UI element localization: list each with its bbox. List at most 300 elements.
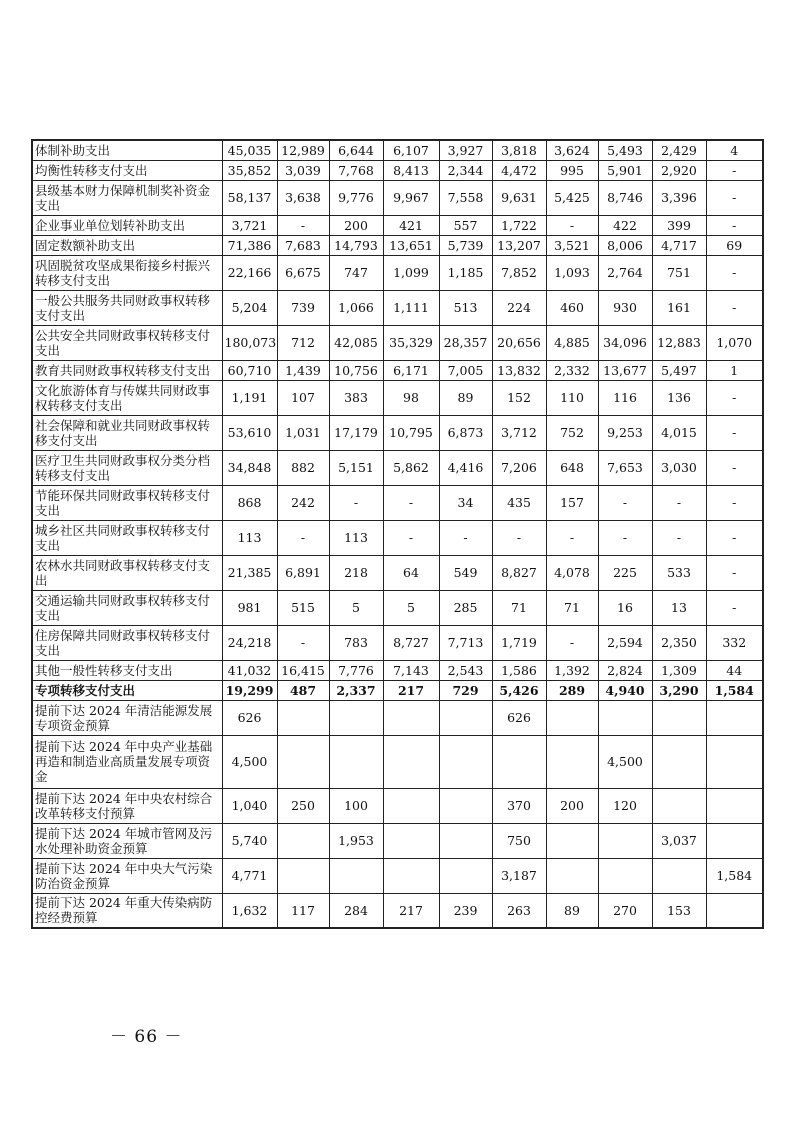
table-row	[32, 590, 763, 625]
table-cell: 7,143	[383, 660, 439, 680]
table-cell: 34	[439, 485, 492, 520]
table-cell: 557	[439, 215, 492, 235]
table-cell: 60,710	[222, 360, 277, 380]
table-cell: 9,253	[598, 415, 652, 450]
table-cell: 4,885	[546, 325, 598, 360]
table-cell: 225	[598, 555, 652, 590]
table-cell: 13,207	[492, 235, 546, 255]
table-cell: 107	[277, 380, 329, 415]
table-cell: 21,385	[222, 555, 277, 590]
table-cell: 113	[329, 520, 383, 555]
table-cell	[329, 858, 383, 893]
table-cell	[329, 735, 383, 788]
table-cell: 8,413	[383, 160, 439, 180]
table-row	[32, 140, 763, 160]
table-cell: 5	[329, 590, 383, 625]
table-cell: 4	[706, 140, 763, 160]
table-row	[32, 325, 763, 360]
table-row	[32, 680, 763, 700]
table-cell: 71	[546, 590, 598, 625]
row-label: 节能环保共同财政事权转移支付支出	[32, 485, 222, 520]
table-cell: 626	[492, 700, 546, 735]
table-cell: 10,756	[329, 360, 383, 380]
table-cell: 1,099	[383, 255, 439, 290]
table-cell: 1,392	[546, 660, 598, 680]
table-cell: -	[706, 415, 763, 450]
table-cell: -	[598, 485, 652, 520]
table-cell: 750	[492, 823, 546, 858]
table-cell	[706, 735, 763, 788]
table-cell: -	[652, 485, 706, 520]
table-cell	[546, 823, 598, 858]
table-cell: 3,290	[652, 680, 706, 700]
table-cell: 6,891	[277, 555, 329, 590]
table-cell: 1	[706, 360, 763, 380]
table-cell: 9,631	[492, 180, 546, 215]
table-body	[32, 140, 763, 928]
table-row	[32, 735, 763, 788]
table-cell: 2,429	[652, 140, 706, 160]
table-cell: 981	[222, 590, 277, 625]
table-cell: 4,500	[222, 735, 277, 788]
table-cell	[383, 735, 439, 788]
table-cell: 549	[439, 555, 492, 590]
table-cell: 200	[546, 788, 598, 823]
table-cell	[706, 893, 763, 928]
table-cell	[439, 788, 492, 823]
table-row	[32, 180, 763, 215]
table-cell: 1,111	[383, 290, 439, 325]
table-cell: 4,771	[222, 858, 277, 893]
table-row	[32, 450, 763, 485]
table-cell: 41,032	[222, 660, 277, 680]
table-cell: 9,776	[329, 180, 383, 215]
row-label: 交通运输共同财政事权转移支付支出	[32, 590, 222, 625]
table-cell: 2,337	[329, 680, 383, 700]
table-cell: 2,764	[598, 255, 652, 290]
table-cell: -	[706, 255, 763, 290]
row-label: 巩固脱贫攻坚成果衔接乡村振兴转移支付支出	[32, 255, 222, 290]
table-cell: -	[706, 555, 763, 590]
table-cell: 2,332	[546, 360, 598, 380]
row-label: 县级基本财力保障机制奖补资金支出	[32, 180, 222, 215]
table-cell	[706, 700, 763, 735]
table-cell: 747	[329, 255, 383, 290]
row-label: 固定数额补助支出	[32, 235, 222, 255]
table-cell	[652, 788, 706, 823]
row-label: 企业事业单位划转补助支出	[32, 215, 222, 235]
table-cell: 69	[706, 235, 763, 255]
table-cell: -	[652, 520, 706, 555]
table-cell: 116	[598, 380, 652, 415]
row-label: 体制补助支出	[32, 140, 222, 160]
table-cell: 34,096	[598, 325, 652, 360]
table-cell: 180,073	[222, 325, 277, 360]
table-cell: 422	[598, 215, 652, 235]
table-cell: -	[383, 520, 439, 555]
table-cell: 3,039	[277, 160, 329, 180]
table-cell: 152	[492, 380, 546, 415]
table-cell: -	[546, 625, 598, 660]
table-cell: 71	[492, 590, 546, 625]
table-cell: 421	[383, 215, 439, 235]
table-cell: 2,543	[439, 660, 492, 680]
table-cell: 6,644	[329, 140, 383, 160]
table-cell	[546, 735, 598, 788]
table-cell: 13	[652, 590, 706, 625]
table-cell: 1,719	[492, 625, 546, 660]
table-cell: 7,776	[329, 660, 383, 680]
table-cell: 6,171	[383, 360, 439, 380]
table-cell: 648	[546, 450, 598, 485]
table-cell: 7,713	[439, 625, 492, 660]
table-row	[32, 700, 763, 735]
table-cell	[277, 700, 329, 735]
table-cell	[439, 700, 492, 735]
table-cell: 13,677	[598, 360, 652, 380]
row-label: 教育共同财政事权转移支付支出	[32, 360, 222, 380]
table-cell: -	[706, 180, 763, 215]
table-cell: -	[439, 520, 492, 555]
table-row	[32, 215, 763, 235]
row-label: 住房保障共同财政事权转移支付支出	[32, 625, 222, 660]
table-cell: 6,107	[383, 140, 439, 160]
table-cell: 513	[439, 290, 492, 325]
table-cell: 3,638	[277, 180, 329, 215]
row-label: 提前下达 2024 年清洁能源发展专项资金预算	[32, 700, 222, 735]
table-cell: 712	[277, 325, 329, 360]
table-row	[32, 160, 763, 180]
table-row	[32, 893, 763, 928]
table-cell: 58,137	[222, 180, 277, 215]
table-cell: -	[706, 290, 763, 325]
table-cell: 8,727	[383, 625, 439, 660]
table-cell: 71,386	[222, 235, 277, 255]
table-cell: 13,832	[492, 360, 546, 380]
row-label: 社会保障和就业共同财政事权转移支付支出	[32, 415, 222, 450]
table-cell: 2,594	[598, 625, 652, 660]
table-cell: 5,493	[598, 140, 652, 160]
table-cell	[439, 858, 492, 893]
table-cell: 9,967	[383, 180, 439, 215]
table-cell: 783	[329, 625, 383, 660]
table-cell: 10,795	[383, 415, 439, 450]
table-cell: 3,037	[652, 823, 706, 858]
table-cell: 3,624	[546, 140, 598, 160]
row-label: 医疗卫生共同财政事权分类分档转移支付支出	[32, 450, 222, 485]
table-cell: 1,185	[439, 255, 492, 290]
table-cell: 882	[277, 450, 329, 485]
table-cell: 157	[546, 485, 598, 520]
table-cell: 3,396	[652, 180, 706, 215]
table-cell	[277, 823, 329, 858]
table-cell	[383, 823, 439, 858]
table-row	[32, 415, 763, 450]
table-cell: 739	[277, 290, 329, 325]
table-cell: 2,920	[652, 160, 706, 180]
table-cell	[598, 823, 652, 858]
table-cell: 120	[598, 788, 652, 823]
table-cell: -	[706, 160, 763, 180]
row-label: 专项转移支付支出	[32, 680, 222, 700]
table-cell	[546, 858, 598, 893]
table-cell: 5,862	[383, 450, 439, 485]
table-cell: 1,953	[329, 823, 383, 858]
table-cell: 7,683	[277, 235, 329, 255]
transfer-payment-table	[31, 139, 764, 929]
table-cell: 12,989	[277, 140, 329, 160]
table-cell: 7,558	[439, 180, 492, 215]
table-row	[32, 625, 763, 660]
table-cell: 98	[383, 380, 439, 415]
table-cell: 20,656	[492, 325, 546, 360]
table-cell: 53,610	[222, 415, 277, 450]
table-cell: -	[706, 590, 763, 625]
table-cell: 5,151	[329, 450, 383, 485]
row-label: 城乡社区共同财政事权转移支付支出	[32, 520, 222, 555]
table-cell: 4,717	[652, 235, 706, 255]
table-cell: 7,005	[439, 360, 492, 380]
table-cell: 1,439	[277, 360, 329, 380]
table-row	[32, 858, 763, 893]
table-cell: 3,721	[222, 215, 277, 235]
table-cell: 8,006	[598, 235, 652, 255]
table-cell: 14,793	[329, 235, 383, 255]
row-label: 其他一般性转移支付支出	[32, 660, 222, 680]
table-cell: 17,179	[329, 415, 383, 450]
table-cell: 5,901	[598, 160, 652, 180]
table-cell: 533	[652, 555, 706, 590]
row-label: 提前下达 2024 年中央产业基础再造和制造业高质量发展专项资金	[32, 735, 222, 788]
table-cell: 217	[383, 893, 439, 928]
row-label: 均衡性转移支付支出	[32, 160, 222, 180]
table-cell: 110	[546, 380, 598, 415]
table-cell	[439, 735, 492, 788]
table-cell: 1,722	[492, 215, 546, 235]
table-cell: 435	[492, 485, 546, 520]
table-cell: 200	[329, 215, 383, 235]
row-label: 提前下达 2024 年重大传染病防控经费预算	[32, 893, 222, 928]
table-cell: 751	[652, 255, 706, 290]
table-cell: -	[277, 625, 329, 660]
table-cell: 8,746	[598, 180, 652, 215]
table-cell: 136	[652, 380, 706, 415]
table-cell: 6,873	[439, 415, 492, 450]
table-cell: 1,584	[706, 680, 763, 700]
table-cell: -	[706, 380, 763, 415]
table-cell	[706, 788, 763, 823]
table-cell: 1,632	[222, 893, 277, 928]
table-cell: -	[706, 520, 763, 555]
table-cell: -	[383, 485, 439, 520]
table-cell: 460	[546, 290, 598, 325]
table-cell: 1,040	[222, 788, 277, 823]
table-cell: 34,848	[222, 450, 277, 485]
table-cell: 4,078	[546, 555, 598, 590]
row-label: 公共安全共同财政事权转移支付支出	[32, 325, 222, 360]
table-cell: -	[492, 520, 546, 555]
row-label: 农林水共同财政事权转移支付支出	[32, 555, 222, 590]
table-row	[32, 360, 763, 380]
table-cell: 19,299	[222, 680, 277, 700]
table-cell: 5,425	[546, 180, 598, 215]
table-cell: 28,357	[439, 325, 492, 360]
table-cell: 930	[598, 290, 652, 325]
table-cell: 7,852	[492, 255, 546, 290]
table-cell: 383	[329, 380, 383, 415]
table-cell: -	[546, 520, 598, 555]
table-cell: 22,166	[222, 255, 277, 290]
table-cell: 729	[439, 680, 492, 700]
table-cell: 3,712	[492, 415, 546, 450]
table-cell: 113	[222, 520, 277, 555]
table-cell	[546, 700, 598, 735]
table-cell: 626	[222, 700, 277, 735]
table-cell	[598, 700, 652, 735]
table-cell: 752	[546, 415, 598, 450]
table-cell: 35,329	[383, 325, 439, 360]
table-cell: 487	[277, 680, 329, 700]
table-row	[32, 380, 763, 415]
table-cell: 1,584	[706, 858, 763, 893]
row-label: 一般公共服务共同财政事权转移支付支出	[32, 290, 222, 325]
table-cell	[652, 735, 706, 788]
row-label: 提前下达 2024 年中央农村综合改革转移支付预算	[32, 788, 222, 823]
table-cell: 289	[546, 680, 598, 700]
table-cell	[329, 700, 383, 735]
table-cell	[277, 735, 329, 788]
table-cell: 45,035	[222, 140, 277, 160]
table-cell: 13,651	[383, 235, 439, 255]
table-cell: 224	[492, 290, 546, 325]
table-cell: 285	[439, 590, 492, 625]
table-cell: -	[546, 215, 598, 235]
table-cell: 3,030	[652, 450, 706, 485]
table-cell: 16	[598, 590, 652, 625]
table-cell: 239	[439, 893, 492, 928]
table-cell: 1,031	[277, 415, 329, 450]
page-number: － 66 －	[110, 1027, 183, 1047]
table-cell: 3,521	[546, 235, 598, 255]
table-row	[32, 555, 763, 590]
table-cell	[383, 700, 439, 735]
table-row	[32, 290, 763, 325]
table-cell	[598, 858, 652, 893]
table-cell: 24,218	[222, 625, 277, 660]
table-row	[32, 788, 763, 823]
table-cell: 5,739	[439, 235, 492, 255]
table-cell: 8,827	[492, 555, 546, 590]
row-label: 文化旅游体育与传媒共同财政事权转移支付支出	[32, 380, 222, 415]
table-cell: -	[329, 485, 383, 520]
table-cell: 7,206	[492, 450, 546, 485]
table-cell	[383, 788, 439, 823]
table-cell: -	[706, 485, 763, 520]
table-cell: 1,309	[652, 660, 706, 680]
table-cell	[492, 735, 546, 788]
table-cell: 1,066	[329, 290, 383, 325]
table-cell: 5	[383, 590, 439, 625]
table-cell: 4,015	[652, 415, 706, 450]
table-cell: 515	[277, 590, 329, 625]
table-cell: 6,675	[277, 255, 329, 290]
table-cell: 100	[329, 788, 383, 823]
table-cell: 3,818	[492, 140, 546, 160]
table-cell: 2,824	[598, 660, 652, 680]
table-cell: 1,586	[492, 660, 546, 680]
table-cell: 42,085	[329, 325, 383, 360]
table-cell: 1,093	[546, 255, 598, 290]
table-cell: -	[277, 520, 329, 555]
table-cell: 242	[277, 485, 329, 520]
table-cell: 5,740	[222, 823, 277, 858]
table-cell: 263	[492, 893, 546, 928]
table-cell: 64	[383, 555, 439, 590]
table-row	[32, 485, 763, 520]
table-cell: 217	[383, 680, 439, 700]
table-cell: 332	[706, 625, 763, 660]
row-label: 提前下达 2024 年中央大气污染防治资金预算	[32, 858, 222, 893]
table-cell: 284	[329, 893, 383, 928]
table-cell: 270	[598, 893, 652, 928]
table-cell: 44	[706, 660, 763, 680]
table-cell: 4,500	[598, 735, 652, 788]
table-cell: 370	[492, 788, 546, 823]
table-cell: 89	[439, 380, 492, 415]
table-cell: 399	[652, 215, 706, 235]
table-cell: 117	[277, 893, 329, 928]
table-cell: 7,768	[329, 160, 383, 180]
table-cell	[277, 858, 329, 893]
table-cell: 16,415	[277, 660, 329, 680]
table-cell: -	[277, 215, 329, 235]
table-cell	[439, 823, 492, 858]
table-cell: 4,416	[439, 450, 492, 485]
table-cell: 868	[222, 485, 277, 520]
table-row	[32, 660, 763, 680]
table-row	[32, 520, 763, 555]
table-row	[32, 235, 763, 255]
table-cell: 218	[329, 555, 383, 590]
table-cell: 3,187	[492, 858, 546, 893]
table-cell: 7,653	[598, 450, 652, 485]
table-cell: 4,472	[492, 160, 546, 180]
table-cell: 250	[277, 788, 329, 823]
table-cell: 161	[652, 290, 706, 325]
table-cell: 89	[546, 893, 598, 928]
table-cell: 153	[652, 893, 706, 928]
table-cell: 5,426	[492, 680, 546, 700]
table-cell: 2,344	[439, 160, 492, 180]
table-cell	[652, 700, 706, 735]
table-cell	[706, 823, 763, 858]
table-cell: 2,350	[652, 625, 706, 660]
table-cell: 5,204	[222, 290, 277, 325]
table-cell: 4,940	[598, 680, 652, 700]
row-label: 提前下达 2024 年城市管网及污水处理补助资金预算	[32, 823, 222, 858]
table-cell: 995	[546, 160, 598, 180]
table-cell	[383, 858, 439, 893]
table-cell: -	[706, 215, 763, 235]
table-cell: -	[706, 450, 763, 485]
table-cell: 5,497	[652, 360, 706, 380]
table-cell: -	[598, 520, 652, 555]
table-row	[32, 823, 763, 858]
table-cell: 12,883	[652, 325, 706, 360]
table-cell: 1,191	[222, 380, 277, 415]
table-cell: 3,927	[439, 140, 492, 160]
table-cell: 1,070	[706, 325, 763, 360]
